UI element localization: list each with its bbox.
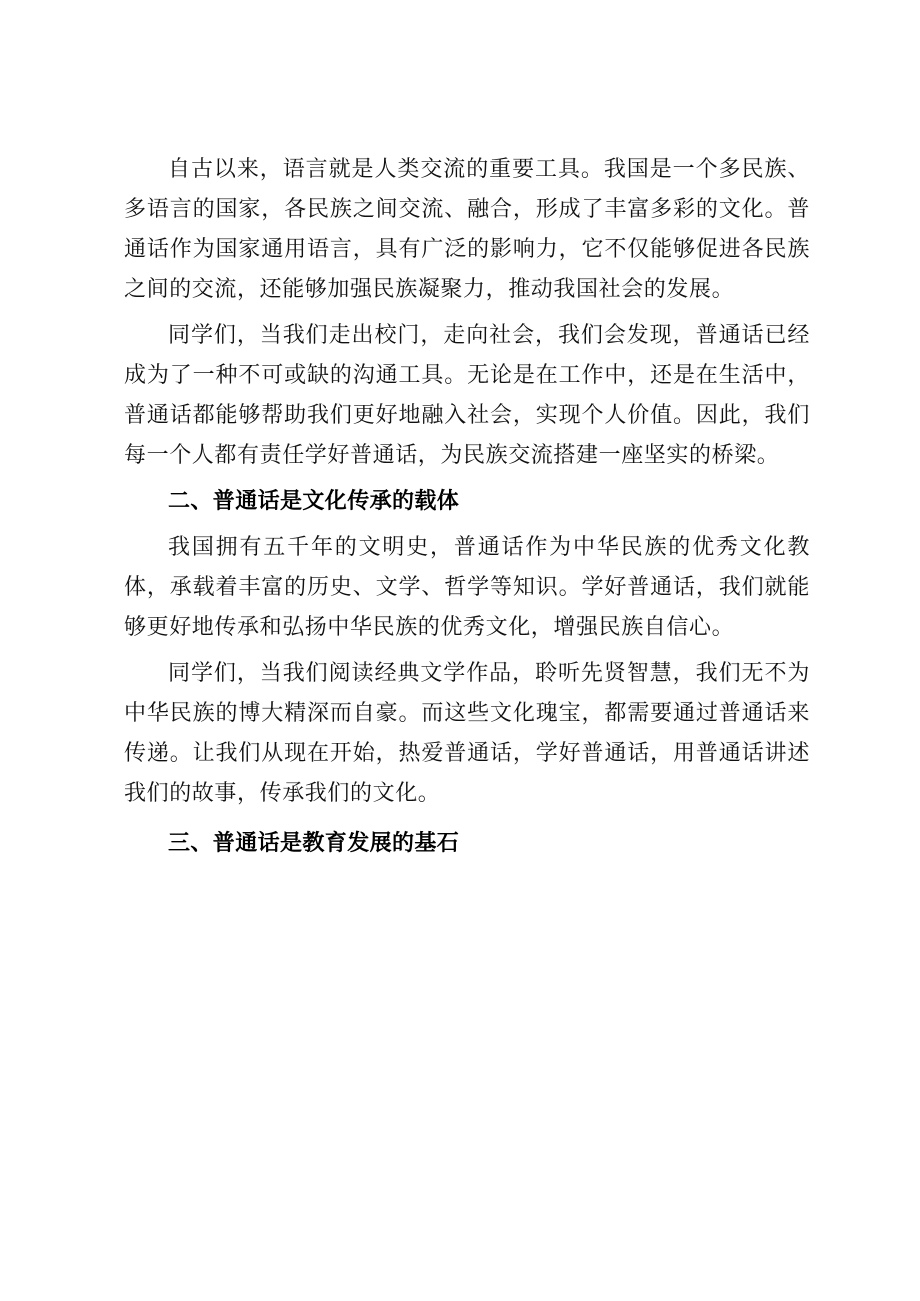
document-body	[124, 150, 810, 864]
section-heading-education: 三、普通话是教育发展的基石	[168, 831, 460, 856]
spacer	[124, 814, 810, 824]
paragraph-language-tool: 自古以来，语言就是人类交流的重要工具。我国是一个多民族、多语言的国家，各民族之间交流、融合，形成了丰富多彩的文化。普通话作为国家通用语言，具有广泛的影响力，它不仅能够促进各民族之间的交流，还能够加强民族凝聚力，推动我国社会的发展。	[124, 157, 810, 302]
paragraph-civilization: 我国拥有五千年的文明史，普通话作为中华民族的优秀文化教体，承载着丰富的历史、文学、哲学等知识。学好普通话，我们就能够更好地传承和弘扬中华民族的优秀文化，增强民族自信心。	[124, 535, 810, 640]
paragraph-classics: 同学们，当我们阅读经典文学作品，聆听先贤智慧，我们无不为中华民族的博大精深而自豪。而这些文化瑰宝，都需要通过普通话来传递。让我们从现在开始，热爱普通话，学好普通话，用普通话讲述我们的故事，传承我们的文化。	[124, 661, 810, 806]
section-heading-culture: 二、普通话是文化传承的载体	[168, 489, 460, 514]
paragraph-communication-tool: 同学们，当我们走出校门，走向社会，我们会发现，普通话已经成为了一种不可或缺的沟通工具。无论是在工作中，还是在生活中，普通话都能够帮助我们更好地融入社会，实现个人价值。因此，我们每一个人都有责任学好普通话，为民族交流搭建一座坚实的桥梁。	[124, 323, 810, 468]
